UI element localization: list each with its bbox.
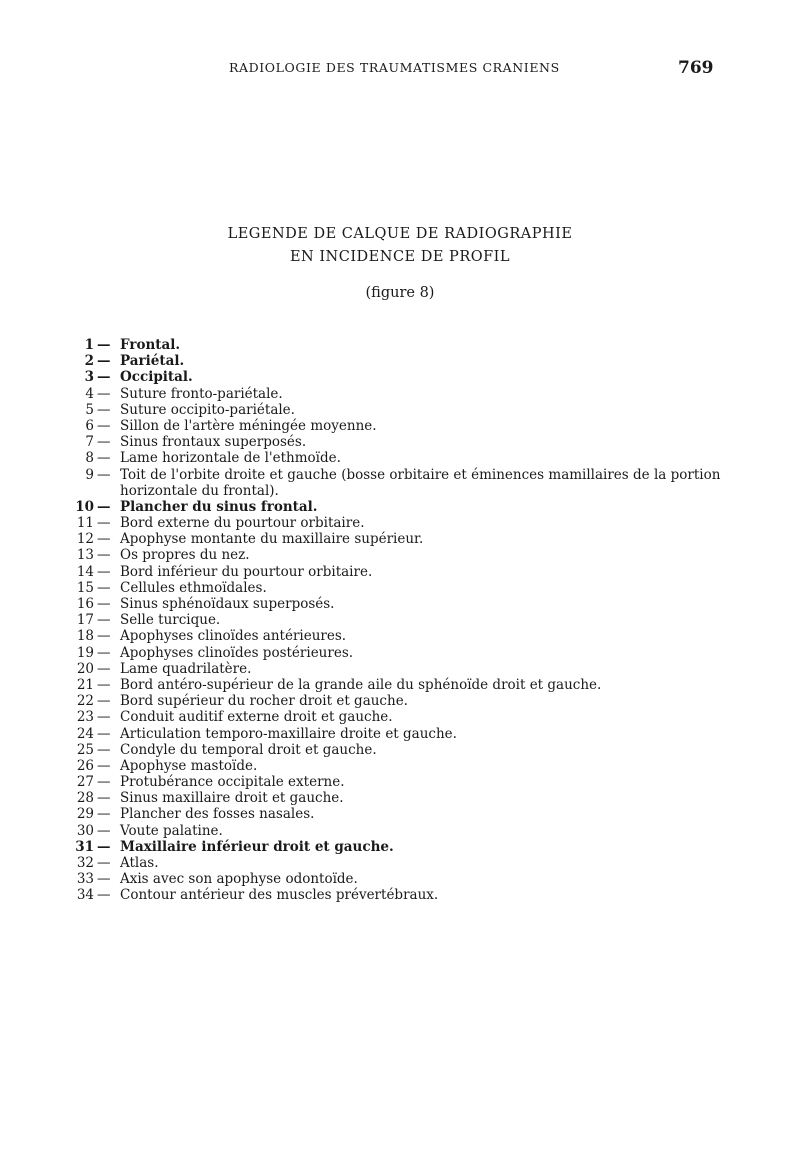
legend-item-number: 21 bbox=[76, 676, 94, 693]
legend-item-text: Lame horizontale de l'ethmoïde. bbox=[120, 450, 341, 467]
legend-item-text: Selle turcique. bbox=[120, 612, 221, 629]
legend-item-text: Lame quadrilatère. bbox=[120, 660, 252, 677]
legend-item-number: 34 bbox=[76, 887, 94, 904]
legend-item bbox=[0, 742, 800, 758]
legend-item-dash: — bbox=[97, 887, 111, 904]
legend-item bbox=[0, 580, 800, 596]
legend-item-number: 24 bbox=[76, 725, 94, 742]
legend-item bbox=[0, 499, 800, 515]
legend-item-number: 12 bbox=[76, 531, 94, 548]
legend-item-text: Apophyse montante du maxillaire supérieur. bbox=[120, 531, 424, 548]
legend-item-number: 22 bbox=[76, 693, 94, 710]
legend-item-number: 10 bbox=[75, 498, 94, 515]
legend-item-text: Bord externe du pourtour orbitaire. bbox=[120, 515, 365, 532]
legend-item-dash: — bbox=[97, 790, 111, 807]
legend-item bbox=[0, 839, 800, 855]
legend-item-number: 30 bbox=[76, 822, 94, 839]
legend-list bbox=[0, 337, 800, 904]
legend-item-number: 13 bbox=[76, 547, 94, 564]
legend-item-text: Maxillaire inférieur droit et gauche. bbox=[120, 838, 394, 855]
legend-item-text: Cellules ethmoïdales. bbox=[120, 579, 267, 596]
legend-item-number: 7 bbox=[85, 434, 94, 451]
legend-item-number: 2 bbox=[84, 353, 94, 370]
legend-item-number: 26 bbox=[76, 757, 94, 774]
legend-item-dash: — bbox=[97, 417, 111, 434]
legend-item-text: Axis avec son apophyse odontoïde. bbox=[120, 871, 358, 888]
legend-item-number: 31 bbox=[75, 838, 94, 855]
legend-item-text: Sillon de l'artère méningée moyenne. bbox=[120, 417, 377, 434]
legend-item bbox=[0, 450, 800, 466]
legend-item bbox=[0, 531, 800, 547]
legend-item-dash: — bbox=[97, 563, 111, 580]
legend-title-line-2: EN INCIDENCE DE PROFIL bbox=[289, 249, 511, 265]
legend-item-number: 8 bbox=[85, 450, 94, 467]
legend-item-dash: — bbox=[97, 774, 111, 791]
legend-item bbox=[0, 564, 800, 580]
legend-item bbox=[0, 628, 800, 644]
legend-item-number: 20 bbox=[76, 660, 94, 677]
legend-item bbox=[0, 693, 800, 709]
legend-item-text: Sinus sphénoïdaux superposés. bbox=[120, 596, 335, 613]
running-title: RADIOLOGIE DES TRAUMATISMES CRANIENS bbox=[229, 60, 560, 75]
legend-item-number: 4 bbox=[85, 385, 94, 402]
legend-item-text: Atlas. bbox=[120, 855, 159, 872]
legend-item bbox=[0, 709, 800, 725]
legend-item-dash: — bbox=[97, 855, 111, 872]
legend-item-dash: — bbox=[97, 434, 111, 451]
legend-item bbox=[0, 855, 800, 871]
legend-item-dash: — bbox=[97, 579, 111, 596]
legend-item-dash: — bbox=[97, 401, 111, 418]
legend-item-number: 9 bbox=[85, 466, 94, 483]
legend-item-text: Bord inférieur du pourtour orbitaire. bbox=[120, 563, 373, 580]
figure-reference: (figure 8) bbox=[365, 285, 435, 301]
legend-item bbox=[0, 596, 800, 612]
legend-item-dash: — bbox=[97, 822, 111, 839]
legend-item-number: 23 bbox=[76, 709, 94, 726]
legend-item-dash: — bbox=[97, 369, 111, 386]
legend-item bbox=[0, 337, 800, 353]
legend-item-dash: — bbox=[97, 676, 111, 693]
legend-item-text: Contour antérieur des muscles prévertébraux. bbox=[120, 887, 439, 904]
legend-item bbox=[0, 661, 800, 677]
legend-item bbox=[0, 887, 800, 903]
legend-item-dash: — bbox=[97, 628, 111, 645]
legend-item-text: Protubérance occipitale externe. bbox=[120, 774, 345, 791]
legend-item-number: 3 bbox=[84, 369, 94, 386]
legend-title-line-1: LEGENDE DE CALQUE DE RADIOGRAPHIE bbox=[227, 226, 573, 242]
legend-item-number: 32 bbox=[76, 855, 94, 872]
legend-item-text: Apophyse mastoïde. bbox=[120, 757, 258, 774]
legend-item-text: Sinus maxillaire droit et gauche. bbox=[120, 790, 344, 807]
legend-item-dash: — bbox=[97, 741, 111, 758]
legend-item-dash: — bbox=[97, 531, 111, 548]
legend-item-dash: — bbox=[97, 515, 111, 532]
legend-item-dash: — bbox=[97, 353, 111, 370]
legend-item-dash: — bbox=[97, 644, 111, 661]
legend-item-dash: — bbox=[97, 450, 111, 467]
legend-item-text: Pariétal. bbox=[120, 353, 185, 370]
legend-item-number: 33 bbox=[76, 871, 94, 888]
legend-item-dash: — bbox=[97, 466, 111, 483]
legend-item-number: 29 bbox=[76, 806, 94, 823]
legend-item-dash: — bbox=[97, 385, 111, 402]
legend-item-dash: — bbox=[97, 871, 111, 888]
legend-item bbox=[0, 353, 800, 369]
legend-item-text: Sinus frontaux superposés. bbox=[120, 434, 307, 451]
legend-item bbox=[0, 790, 800, 806]
legend-item-number: 28 bbox=[76, 790, 94, 807]
legend-item-dash: — bbox=[97, 709, 111, 726]
legend-item bbox=[0, 871, 800, 887]
legend-item-text: Plancher des fosses nasales. bbox=[120, 806, 315, 823]
page-number: 769 bbox=[678, 58, 714, 78]
legend-item bbox=[0, 806, 800, 822]
legend-item-dash: — bbox=[97, 838, 111, 855]
legend-item-text: Bord supérieur du rocher droit et gauche. bbox=[120, 693, 408, 710]
legend-item bbox=[0, 402, 800, 418]
legend-item-text: Apophyses clinoïdes postérieures. bbox=[120, 644, 354, 661]
legend-item-number: 18 bbox=[76, 628, 94, 645]
legend-item-number: 25 bbox=[76, 741, 94, 758]
legend-item-text: Toit de l'orbite droite et gauche (bosse orbitaire et éminences mamillaires de la portion horizontale du frontal). bbox=[120, 466, 721, 499]
legend-item-number: 16 bbox=[76, 596, 94, 613]
legend-item-text: Os propres du nez. bbox=[120, 547, 250, 564]
legend-item-number: 15 bbox=[76, 579, 94, 596]
legend-item-number: 5 bbox=[85, 401, 94, 418]
legend-item-dash: — bbox=[97, 693, 111, 710]
legend-item-text: Articulation temporo-maxillaire droite et gauche. bbox=[120, 725, 457, 742]
legend-item bbox=[0, 467, 800, 499]
legend-item bbox=[0, 758, 800, 774]
legend-item-number: 1 bbox=[84, 337, 94, 353]
legend-item-text: Apophyses clinoïdes antérieures. bbox=[120, 628, 347, 645]
legend-item bbox=[0, 612, 800, 628]
legend-item-number: 27 bbox=[76, 774, 94, 791]
legend-item bbox=[0, 369, 800, 385]
legend-item-dash: — bbox=[97, 757, 111, 774]
legend-item-dash: — bbox=[97, 337, 111, 353]
legend-item-number: 19 bbox=[76, 644, 94, 661]
legend-item-text: Bord antéro-supérieur de la grande aile du sphénoïde droit et gauche. bbox=[120, 676, 602, 693]
legend-item bbox=[0, 677, 800, 693]
legend-item-text: Condyle du temporal droit et gauche. bbox=[120, 741, 377, 758]
legend-item bbox=[0, 418, 800, 434]
legend-item-number: 14 bbox=[76, 563, 94, 580]
legend-item-dash: — bbox=[97, 612, 111, 629]
legend-item-number: 6 bbox=[85, 417, 94, 434]
legend-item-text: Occipital. bbox=[120, 369, 193, 386]
running-header bbox=[0, 58, 800, 82]
legend-item-text: Suture fronto-pariétale. bbox=[120, 385, 283, 402]
legend-item-dash: — bbox=[97, 725, 111, 742]
legend-item bbox=[0, 823, 800, 839]
legend-item-number: 11 bbox=[76, 515, 94, 532]
legend-item bbox=[0, 774, 800, 790]
legend-item bbox=[0, 645, 800, 661]
legend-item-number: 17 bbox=[76, 612, 94, 629]
legend-item-dash: — bbox=[97, 547, 111, 564]
legend-item-text: Voute palatine. bbox=[120, 822, 223, 839]
legend-item-dash: — bbox=[97, 596, 111, 613]
legend-item-text: Plancher du sinus frontal. bbox=[120, 498, 318, 515]
legend-item-text: Frontal. bbox=[120, 337, 181, 353]
legend-item bbox=[0, 434, 800, 450]
legend-item bbox=[0, 515, 800, 531]
legend-item bbox=[0, 726, 800, 742]
legend-item-text: Conduit auditif externe droit et gauche. bbox=[120, 709, 393, 726]
legend-item-dash: — bbox=[97, 498, 111, 515]
legend-item-dash: — bbox=[97, 660, 111, 677]
legend-item bbox=[0, 547, 800, 563]
legend-item-text: Suture occipito-pariétale. bbox=[120, 401, 295, 418]
legend-item bbox=[0, 386, 800, 402]
legend-item-dash: — bbox=[97, 806, 111, 823]
